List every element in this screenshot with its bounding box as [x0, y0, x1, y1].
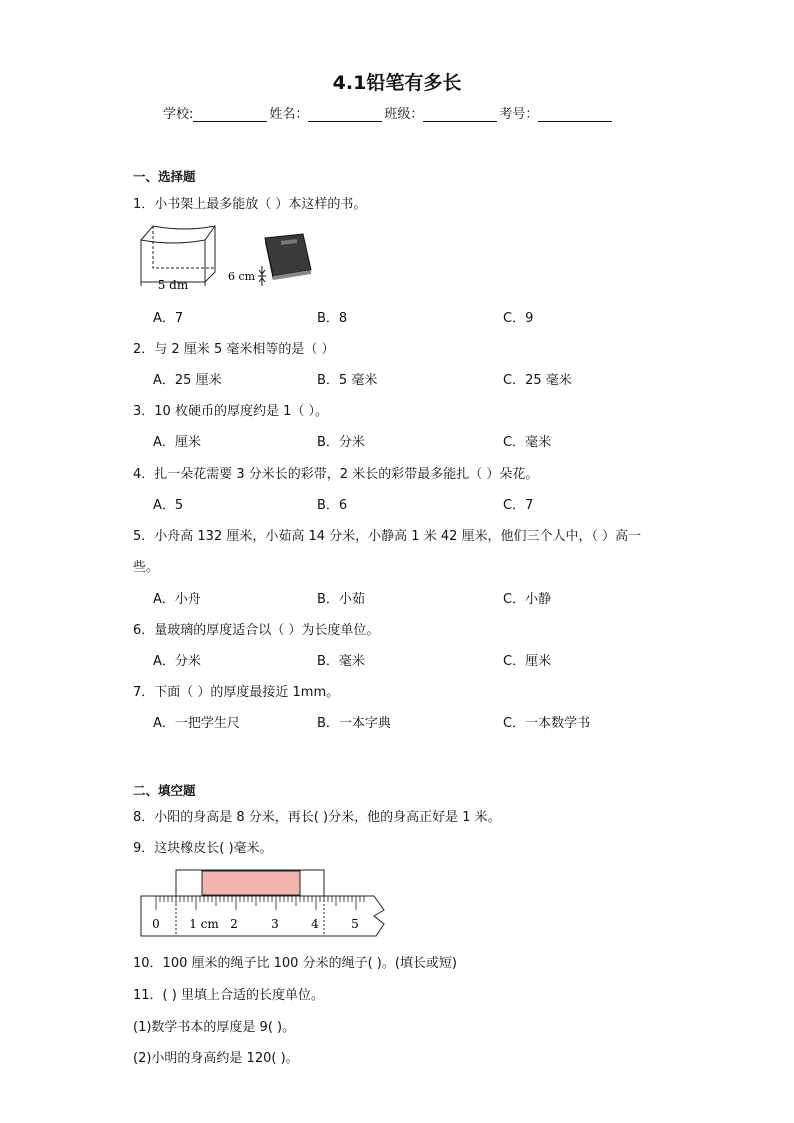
q5-option-c[interactable]: C．小静 — [503, 592, 552, 607]
q2-option-a[interactable]: A．25 厘米 — [153, 373, 222, 388]
ruler-label-0: 0 — [152, 917, 160, 931]
q1-figure — [133, 220, 323, 292]
book-thickness-arrow — [258, 266, 266, 286]
ruler-figure — [138, 866, 394, 942]
q4-option-b[interactable]: B．6 — [317, 498, 348, 513]
class-field[interactable] — [423, 108, 497, 122]
q1-option-b[interactable]: B．8 — [317, 311, 348, 326]
shelf-width-label: 5 dm — [157, 278, 189, 292]
question-2-text: 2．与 2 厘米 5 毫米相等的是（ ） — [133, 342, 335, 357]
q7-option-b[interactable]: B．一本字典 — [317, 716, 391, 731]
ruler-label-1: 1 cm — [189, 917, 219, 931]
q1-option-c[interactable]: C．9 — [503, 311, 534, 326]
question-4-text: 4．扎一朵花需要 3 分米长的彩带，2 米长的彩带最多能扎（ ）朵花。 — [133, 467, 539, 482]
question-11-text: 11．( ) 里填上合适的长度单位。 — [133, 988, 324, 1003]
question-11-sub1: (1)数学书本的厚度是 9( )。 — [133, 1020, 296, 1035]
school-label: 学校: — [163, 107, 194, 122]
book-icon — [265, 234, 311, 280]
school-field[interactable] — [193, 108, 267, 122]
question-1-text: 1．小书架上最多能放（ ）本这样的书。 — [133, 197, 367, 212]
q3-option-a[interactable]: A．厘米 — [153, 435, 201, 450]
q7-option-c[interactable]: C．一本数学书 — [503, 716, 591, 731]
ruler-label-2: 2 — [230, 917, 238, 931]
q2-option-c[interactable]: C．25 毫米 — [503, 373, 572, 388]
eraser-body — [202, 871, 300, 895]
q6-option-c[interactable]: C．厘米 — [503, 654, 552, 669]
question-5-text-continued: 些。 — [133, 560, 160, 575]
question-6-text: 6．量玻璃的厚度适合以（ ）为长度单位。 — [133, 623, 380, 638]
question-10-text: 10．100 厘米的绳子比 100 分米的绳子( )。(填长或短) — [133, 956, 457, 971]
page-title: 4.1铅笔有多长 — [332, 72, 462, 94]
number-label: 考号： — [499, 107, 539, 122]
q5-option-a[interactable]: A．小舟 — [153, 592, 201, 607]
question-5-text: 5．小舟高 132 厘米，小茹高 14 分米，小静高 1 米 42 厘米，他们三个人中，（ ）高一 — [133, 529, 642, 544]
section-choice-title: 一、选择题 — [133, 169, 196, 184]
book-thickness-label: 6 cm — [228, 270, 256, 283]
q5-option-b[interactable]: B．小茹 — [317, 592, 365, 607]
q1-option-a[interactable]: A．7 — [153, 311, 184, 326]
q6-option-a[interactable]: A．分米 — [153, 654, 201, 669]
section-fill-title: 二、填空题 — [133, 783, 196, 798]
q2-option-b[interactable]: B．5 毫米 — [317, 373, 378, 388]
q4-option-a[interactable]: A．5 — [153, 498, 184, 513]
question-8-text: 8．小阳的身高是 8 分米，再长( )分米，他的身高正好是 1 米。 — [133, 810, 501, 825]
number-field[interactable] — [538, 108, 612, 122]
ruler-body — [141, 896, 384, 936]
q4-option-c[interactable]: C．7 — [503, 498, 534, 513]
shelf-drawing — [141, 226, 215, 286]
question-3-text: 3．10 枚硬币的厚度约是 1（ ）。 — [133, 404, 328, 419]
question-7-text: 7．下面（ ）的厚度最接近 1mm。 — [133, 685, 340, 700]
question-9-text: 9．这块橡皮长( )毫米。 — [133, 841, 273, 856]
question-11-sub2: (2)小明的身高约是 120( )。 — [133, 1051, 299, 1066]
ruler-label-5: 5 — [351, 917, 359, 931]
class-label: 班级： — [384, 107, 424, 122]
ruler-label-4: 4 — [311, 917, 319, 931]
q3-option-b[interactable]: B．分米 — [317, 435, 365, 450]
q7-option-a[interactable]: A．一把学生尺 — [153, 716, 240, 731]
ruler-label-3: 3 — [271, 917, 279, 931]
name-label: 姓名： — [269, 107, 309, 122]
student-info-row — [163, 103, 614, 122]
q6-option-b[interactable]: B．毫米 — [317, 654, 365, 669]
q3-option-c[interactable]: C．毫米 — [503, 435, 552, 450]
name-field[interactable] — [308, 108, 382, 122]
